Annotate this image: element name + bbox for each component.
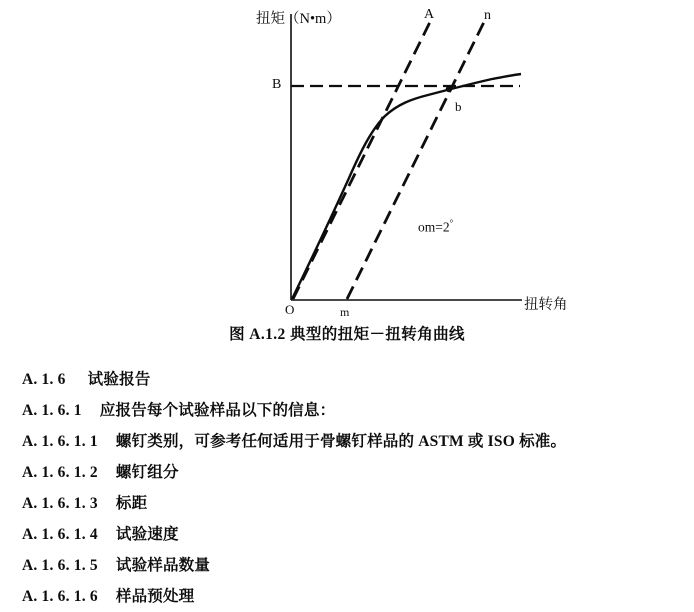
paragraph-number: A. 1. 6. 1. 1 <box>22 433 98 450</box>
y-axis-title: 扭矩（N•m） <box>256 11 341 27</box>
paragraph <box>0 364 694 395</box>
paragraph <box>0 550 694 581</box>
figure-caption: 图 A.1.2 典型的扭矩－扭转角曲线 <box>229 326 465 343</box>
origin-label: O <box>285 302 295 317</box>
paragraph-text: 螺钉类别，可参考任何适用于骨螺钉样品的 ASTM 或 ISO 标准。 <box>115 433 567 450</box>
paragraph-text: 标距 <box>115 495 148 512</box>
paragraph-text: 螺钉组分 <box>115 464 179 481</box>
paragraph-number: A. 1. 6. 1. 6 <box>22 588 98 605</box>
dashed-line-n <box>347 18 486 299</box>
point-label-b: b <box>455 99 462 114</box>
paragraph <box>0 581 694 612</box>
offset-annotation-text: om=2 <box>418 219 450 235</box>
paragraph <box>0 457 694 488</box>
paragraph-number: A. 1. 6. 1. 3 <box>22 495 98 512</box>
point-b-marker <box>446 86 452 92</box>
document-body <box>0 364 694 612</box>
paragraph <box>0 426 694 457</box>
offset-annotation-unit: ° <box>449 218 454 228</box>
paragraph <box>0 519 694 550</box>
paragraph-text: 试验速度 <box>115 526 179 543</box>
paragraph-text: 样品预处理 <box>115 588 195 605</box>
paragraph <box>0 395 694 426</box>
paragraph-number: A. 1. 6. 1. 4 <box>22 526 98 543</box>
torque-angle-curve <box>292 74 521 299</box>
paragraph <box>0 488 694 519</box>
dashed-line-a <box>293 18 432 299</box>
paragraph-number: A. 1. 6. 1 <box>22 402 82 419</box>
paragraph-number: A. 1. 6 <box>22 371 66 388</box>
level-label-b-upper: B <box>272 77 282 92</box>
paragraph-number: A. 1. 6. 1. 5 <box>22 557 98 574</box>
x-axis-title: 扭转角 <box>524 297 568 313</box>
curve-label-n: n <box>484 8 491 23</box>
curve-label-a: A <box>424 7 435 22</box>
offset-annotation <box>418 219 453 234</box>
offset-point-label-m: m <box>340 305 350 319</box>
paragraph-text: 试验报告 <box>87 371 151 388</box>
paragraph-number: A. 1. 6. 1. 2 <box>22 464 98 481</box>
paragraph-text: 应报告每个试验样品以下的信息： <box>99 402 336 419</box>
paragraph-text: 试验样品数量 <box>115 557 211 574</box>
